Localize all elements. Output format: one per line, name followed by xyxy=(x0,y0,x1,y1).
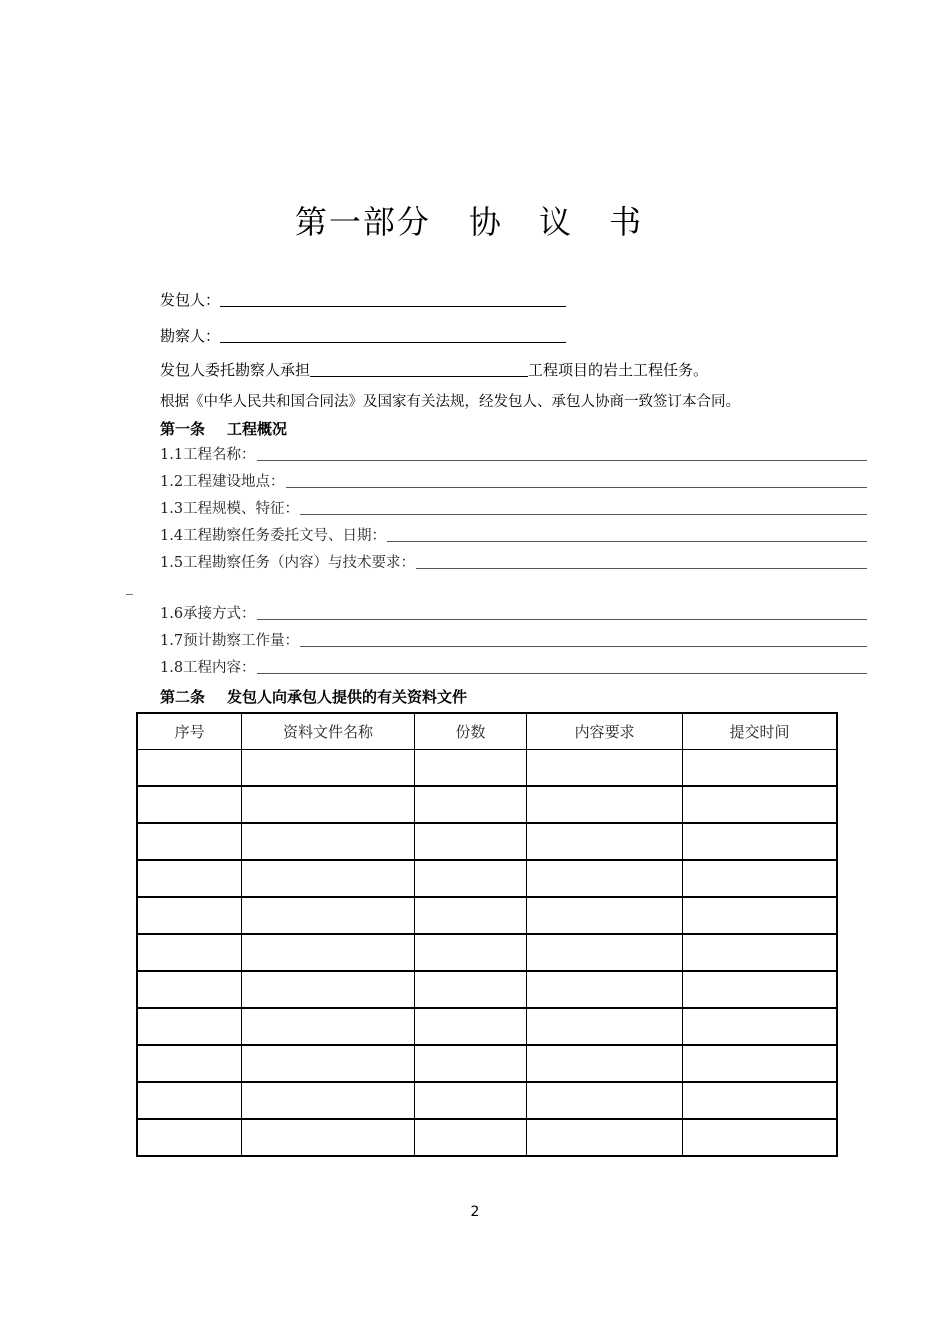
header-serial: 序号 xyxy=(137,713,242,750)
field-estimated-workload xyxy=(160,630,867,652)
entrust-line xyxy=(160,358,708,382)
table-cell[interactable] xyxy=(137,860,242,897)
table-cell[interactable] xyxy=(527,750,683,787)
field-blank[interactable] xyxy=(257,605,867,620)
field-project-location xyxy=(160,471,867,493)
table-row xyxy=(137,971,837,1008)
field-label: 1.5工程勘察任务（内容）与技术要求： xyxy=(160,555,416,571)
field-label: 1.4工程勘察任务委托文号、日期： xyxy=(160,528,387,544)
table-cell[interactable] xyxy=(682,860,837,897)
table-cell[interactable] xyxy=(137,823,242,860)
table-cell[interactable] xyxy=(414,897,527,934)
page-title xyxy=(0,196,950,248)
table-cell[interactable] xyxy=(242,823,414,860)
field-contract-method xyxy=(160,603,867,625)
table-cell[interactable] xyxy=(682,823,837,860)
table-cell[interactable] xyxy=(682,897,837,934)
table-cell[interactable] xyxy=(682,1119,837,1156)
table-cell[interactable] xyxy=(137,971,242,1008)
field-label: 1.6承接方式： xyxy=(160,606,256,622)
table-row xyxy=(137,934,837,971)
field-project-content xyxy=(160,657,867,679)
article1-title: 工程概况 xyxy=(227,420,288,438)
table-cell[interactable] xyxy=(414,1082,527,1119)
table-cell[interactable] xyxy=(242,750,414,787)
client-label: 发包人： xyxy=(160,291,221,309)
table-cell[interactable] xyxy=(527,1119,683,1156)
entrust-after: 工程项目的岩土工程任务。 xyxy=(528,361,709,379)
table-cell[interactable] xyxy=(414,1045,527,1082)
header-copies: 份数 xyxy=(414,713,527,750)
client-line xyxy=(160,288,566,312)
table-cell[interactable] xyxy=(527,1082,683,1119)
table-cell[interactable] xyxy=(414,750,527,787)
table-cell[interactable] xyxy=(682,934,837,971)
article2-heading xyxy=(160,685,467,709)
field-label: 1.7预计勘察工作量： xyxy=(160,633,300,649)
table-header-row xyxy=(137,713,837,750)
basis-text: 根据《中华人民共和国合同法》及国家有关法规，经发包人、承包人协商一致签订本合同。 xyxy=(160,394,740,410)
table-cell[interactable] xyxy=(527,786,683,823)
entrust-before: 发包人委托勘察人承担 xyxy=(160,361,311,379)
table-cell[interactable] xyxy=(414,934,527,971)
field-blank[interactable] xyxy=(257,446,867,461)
article1-heading xyxy=(160,417,287,441)
documents-table xyxy=(136,712,838,1157)
table-cell[interactable] xyxy=(242,1082,414,1119)
field-blank[interactable] xyxy=(300,500,867,515)
table-cell[interactable] xyxy=(682,1045,837,1082)
article2-num: 第二条 xyxy=(160,688,206,706)
table-cell[interactable] xyxy=(414,971,527,1008)
surveyor-label: 勘察人： xyxy=(160,327,221,345)
table-cell[interactable] xyxy=(414,860,527,897)
table-cell[interactable] xyxy=(527,823,683,860)
table-cell[interactable] xyxy=(137,1008,242,1045)
field-project-scale xyxy=(160,498,867,520)
table-cell[interactable] xyxy=(242,860,414,897)
client-blank[interactable] xyxy=(220,290,566,307)
stray-mark xyxy=(126,594,133,595)
field-blank[interactable] xyxy=(257,659,867,674)
field-label: 1.1工程名称： xyxy=(160,447,256,463)
article1-num: 第一条 xyxy=(160,420,206,438)
field-survey-tasks xyxy=(160,552,867,574)
table-row xyxy=(137,860,837,897)
title-sub: 协 议 书 xyxy=(468,203,656,241)
surveyor-line xyxy=(160,324,566,348)
table-cell[interactable] xyxy=(137,1082,242,1119)
table-cell[interactable] xyxy=(527,971,683,1008)
table-cell[interactable] xyxy=(682,971,837,1008)
surveyor-blank[interactable] xyxy=(220,326,566,343)
table-row xyxy=(137,1008,837,1045)
field-blank[interactable] xyxy=(300,632,867,647)
page-number: 2 xyxy=(470,1204,480,1220)
table-cell[interactable] xyxy=(682,750,837,787)
table-cell[interactable] xyxy=(242,897,414,934)
table-cell[interactable] xyxy=(527,1045,683,1082)
table-row xyxy=(137,1045,837,1082)
table-cell[interactable] xyxy=(242,1008,414,1045)
table-cell[interactable] xyxy=(527,934,683,971)
header-content-requirements: 内容要求 xyxy=(527,713,683,750)
table-row xyxy=(137,823,837,860)
table-cell[interactable] xyxy=(414,1008,527,1045)
table-cell[interactable] xyxy=(137,1045,242,1082)
table-cell[interactable] xyxy=(242,971,414,1008)
table-cell[interactable] xyxy=(242,934,414,971)
article2-title: 发包人向承包人提供的有关资料文件 xyxy=(227,688,468,706)
field-blank[interactable] xyxy=(416,554,867,569)
table-cell[interactable] xyxy=(137,897,242,934)
field-project-name xyxy=(160,444,867,466)
field-blank[interactable] xyxy=(286,473,867,488)
table-row xyxy=(137,750,837,787)
table-cell[interactable] xyxy=(414,786,527,823)
table-cell[interactable] xyxy=(242,1045,414,1082)
field-blank[interactable] xyxy=(387,527,867,542)
title-main: 第一部分 xyxy=(294,203,431,241)
table-cell[interactable] xyxy=(242,1119,414,1156)
field-commission-ref xyxy=(160,525,867,547)
table-row xyxy=(137,1119,837,1156)
table-row xyxy=(137,897,837,934)
table-cell[interactable] xyxy=(527,897,683,934)
table-cell[interactable] xyxy=(414,1119,527,1156)
table-cell[interactable] xyxy=(137,1119,242,1156)
table-cell[interactable] xyxy=(414,823,527,860)
table-cell[interactable] xyxy=(137,934,242,971)
table-body xyxy=(137,750,837,1157)
table-cell[interactable] xyxy=(527,860,683,897)
field-label: 1.2工程建设地点： xyxy=(160,474,285,490)
header-submission-time: 提交时间 xyxy=(682,713,837,750)
table-cell[interactable] xyxy=(682,1082,837,1119)
header-document-name: 资料文件名称 xyxy=(242,713,414,750)
table-cell[interactable] xyxy=(137,786,242,823)
field-label: 1.8工程内容： xyxy=(160,660,256,676)
project-blank[interactable] xyxy=(310,360,528,377)
table-cell[interactable] xyxy=(527,1008,683,1045)
table-row xyxy=(137,786,837,823)
field-label: 1.3工程规模、特征： xyxy=(160,501,300,517)
table-cell[interactable] xyxy=(682,786,837,823)
table-cell[interactable] xyxy=(242,786,414,823)
table-cell[interactable] xyxy=(137,750,242,787)
table-row xyxy=(137,1082,837,1119)
table-cell[interactable] xyxy=(682,1008,837,1045)
